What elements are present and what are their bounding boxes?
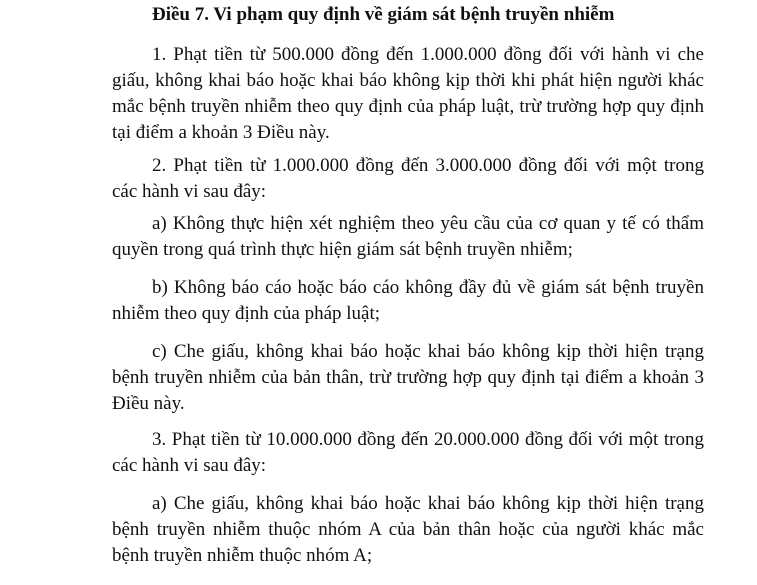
article-heading: Điều 7. Vi phạm quy định về giám sát bệnh truyền nhiễm [152,4,615,25]
paragraph-clause-2b: b) Không báo cáo hoặc báo cáo không đầy đủ về giám sát bệnh truyền nhiễm theo quy định của pháp luật; [112,277,704,324]
paragraph-clause-3: 3. Phạt tiền từ 10.000.000 đồng đến 20.000.000 đồng đối với một trong các hành vi sau đây: [112,429,704,476]
paragraph-clause-1: 1. Phạt tiền từ 500.000 đồng đến 1.000.000 đồng đối với hành vi che giấu, không khai báo hoặc khai báo không kịp thời khi phát hiện người khác mắc bệnh truyền nhiễm theo quy định của pháp luật, trừ trường hợp quy định tại điểm a khoản 3 Điều này. [112,44,704,143]
paragraph-clause-2: 2. Phạt tiền từ 1.000.000 đồng đến 3.000.000 đồng đối với một trong các hành vi sau đây: [112,155,704,202]
paragraph-clause-2a: a) Không thực hiện xét nghiệm theo yêu cầu của cơ quan y tế có thẩm quyền trong quá trình thực hiện giám sát bệnh truyền nhiễm; [112,213,704,260]
paragraph-clause-2c: c) Che giấu, không khai báo hoặc khai báo không kịp thời hiện trạng bệnh truyền nhiễm của bản thân, trừ trường hợp quy định tại điểm a khoản 3 Điều này. [112,341,704,414]
paragraph-clause-3a: a) Che giấu, không khai báo hoặc khai báo không kịp thời hiện trạng bệnh truyền nhiễm thuộc nhóm A của bản thân hoặc của người khác mắc bệnh truyền nhiễm thuộc nhóm A; [112,493,704,566]
